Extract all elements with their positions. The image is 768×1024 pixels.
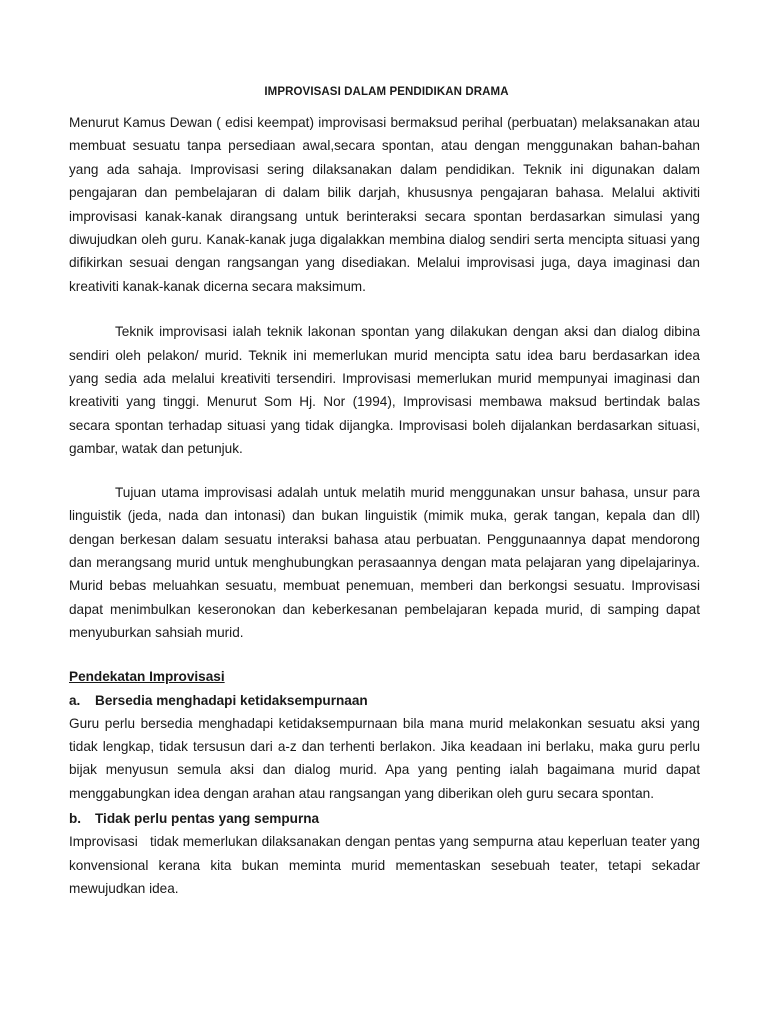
paragraph-spacer (69, 461, 700, 481)
paragraph-definition: Menurut Kamus Dewan ( edisi keempat) improvisasi bermaksud perihal (perbuatan) melaksanakan atau membuat sesuatu tanpa persediaan awal,secara spontan, atau dengan menggunakan bahan-bahan yang ada sahaja. Improvisasi sering dilaksanakan dalam pendidikan. Teknik ini digunakan dalam pengajaran dan pembelajaran di dalam bilik darjah, khususnya pengajaran bahasa. Melalui aktiviti improvisasi kanak-kanak dirangsang untuk berinteraksi secara spontan berdasarkan simulasi yang diwujudkan oleh guru. Kanak-kanak juga digalakkan membina dialog sendiri serta mencipta situasi yang difikirkan sesuai dengan rangsangan yang disediakan. Melalui improvisasi juga, daya imaginasi dan kreativiti kanak-kanak dicerna secara maksimum. (69, 115, 700, 294)
document-content (69, 86, 700, 900)
subsection-body-text: tidak memerlukan dilaksanakan dengan pentas yang sempurna atau keperluan teater yang konvensional kerana kita bukan meminta murid mementaskan sesebuah teater, tetapi sekadar mewujudkan idea. (69, 834, 700, 896)
subsection-marker: a. (69, 692, 81, 708)
subsection-title: Bersedia menghadapi ketidaksempurnaan (95, 692, 368, 708)
subsection-heading-a (69, 689, 700, 712)
subsection-body-prefix: Improvisasi (69, 834, 150, 850)
subsection-body-b (69, 830, 700, 900)
paragraph-spacer (69, 298, 700, 320)
section-heading: Pendekatan Improvisasi (69, 668, 225, 684)
subsection-marker: b. (69, 811, 82, 827)
paragraph-purpose: Tujuan utama improvisasi adalah untuk melatih murid menggunakan unsur bahasa, unsur para linguistik (jeda, nada dan intonasi) dan bukan linguistik (mimik muka, gerak tangan, kepala dan dll) dengan berkesan dalam sesuatu interaksi bahasa atau perbuatan. Penggunaannya dapat mendorong dan merangsang murid untuk menghubungkan perasaannya dengan mata pelajaran yang dipelajarinya. Murid bebas meluahkan sesuatu, membuat penemuan, memberi dan berkongsi sesuatu. Improvisasi dapat menimbulkan keseronokan dan keberkesanan pembelajaran kepada murid, di samping dapat menyuburkan sahsiah murid. (69, 484, 700, 641)
subsection-title: Tidak perlu pentas yang sempurna (95, 811, 320, 827)
subsection-heading-b (69, 807, 700, 830)
paragraph-technique: Teknik improvisasi ialah teknik lakonan spontan yang dilakukan dengan aksi dan dialog dibina sendiri oleh pelakon/ murid. Teknik ini memerlukan murid mencipta satu idea baru berdasarkan idea yang sedia ada melalui kreativiti tersendiri. Improvisasi memerlukan murid mempunyai imaginasi dan kreativiti yang tinggi. Menurut Som Hj. Nor (1994), Improvisasi membawa maksud bertindak balas secara spontan terhadap situasi yang tidak dijangka. Improvisasi boleh dijalankan berdasarkan situasi, gambar, watak dan petunjuk. (69, 324, 700, 457)
paragraph-spacer (69, 645, 700, 665)
document-title: IMPROVISASI DALAM PENDIDIKAN DRAMA (264, 86, 509, 98)
subsection-body-a: Guru perlu bersedia menghadapi ketidaksempurnaan bila mana murid melakonkan sesuatu aksi yang tidak lengkap, tidak tersusun dari a-z dan terhenti berlakon. Jika keadaan ini berlaku, maka guru perlu bijak menyusun semula aksi dan dialog murid. Apa yang penting ialah bagaimana murid dapat menggabungkan idea dengan arahan atau rangsangan yang diberikan oleh guru secara spontan. (69, 715, 700, 801)
